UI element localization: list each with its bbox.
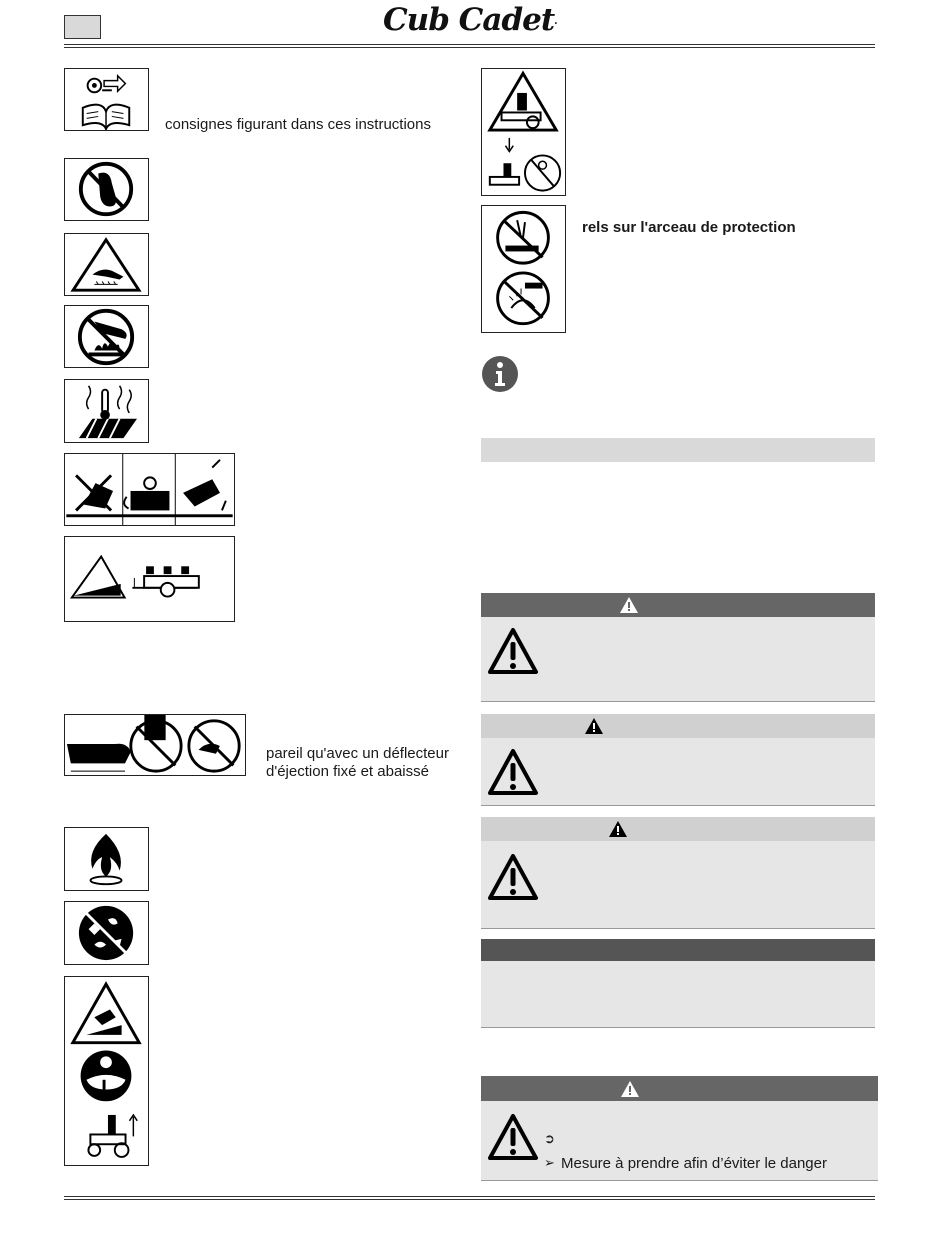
- warning-triangle-icon: [487, 748, 539, 796]
- warning-small-icon: [608, 820, 628, 838]
- danger-body: [481, 617, 875, 702]
- footer-rule-2: [64, 1199, 875, 1200]
- no-debris-icon: [64, 901, 149, 965]
- hand-cut-warning-icon: [64, 233, 149, 296]
- header-rule: [64, 44, 875, 45]
- flammable-icon: [64, 827, 149, 891]
- warning-small-icon: [619, 596, 639, 614]
- header-rule-2: [64, 47, 875, 48]
- warning-header: [481, 714, 875, 738]
- consequence-bullet: ➲: [544, 1131, 555, 1146]
- caution-body: [481, 841, 875, 929]
- footer-rule: [64, 1196, 875, 1197]
- no-grinding-icon: [498, 273, 549, 324]
- no-hand-near-heat-icon: [64, 305, 149, 368]
- note-header: [481, 939, 875, 961]
- no-feet-icon: [64, 158, 149, 221]
- warning-small-icon: [620, 1080, 640, 1098]
- read-manual-text: consignes figurant dans ces instructions: [165, 116, 431, 133]
- brand-logo: Cub Cadet.: [383, 2, 557, 38]
- warning-triangle-icon: [487, 853, 539, 901]
- action-bullet: ➢: [544, 1155, 555, 1170]
- slope-ballast-icon: [64, 536, 235, 622]
- section-bar: [481, 438, 875, 462]
- no-welding-icon: [498, 212, 549, 263]
- read-manual-icon: [64, 68, 149, 131]
- warning-triangle-icon: [487, 1113, 539, 1161]
- example-header: [481, 1076, 878, 1101]
- rollbar-text: rels sur l'arceau de protection: [582, 219, 796, 236]
- no-deflector-icon: [64, 714, 246, 776]
- deflector-text-line1: pareil qu'avec un déflecteur: [266, 745, 449, 762]
- slope-rollover-panel: [64, 976, 149, 1166]
- info-icon: [481, 355, 519, 393]
- note-body: [481, 961, 875, 1028]
- example-body: [481, 1101, 878, 1181]
- page-number-tab: [64, 15, 101, 39]
- action-line: Mesure à prendre afin d’éviter le danger: [561, 1155, 827, 1172]
- tipping-hazard-icon: [64, 453, 235, 526]
- warning-body: [481, 738, 875, 806]
- warning-triangle-icon: [487, 627, 539, 675]
- danger-header: [481, 593, 875, 617]
- deflector-text-line2: d'éjection fixé et abaissé: [266, 763, 429, 780]
- warning-small-icon: [584, 717, 604, 735]
- caution-header: [481, 817, 875, 841]
- rollbar-no-modify-panel: [481, 205, 566, 333]
- hot-surface-icon: [64, 379, 149, 443]
- rollbar-down-icon: [481, 68, 566, 196]
- slope-warning-icon: [65, 977, 148, 1165]
